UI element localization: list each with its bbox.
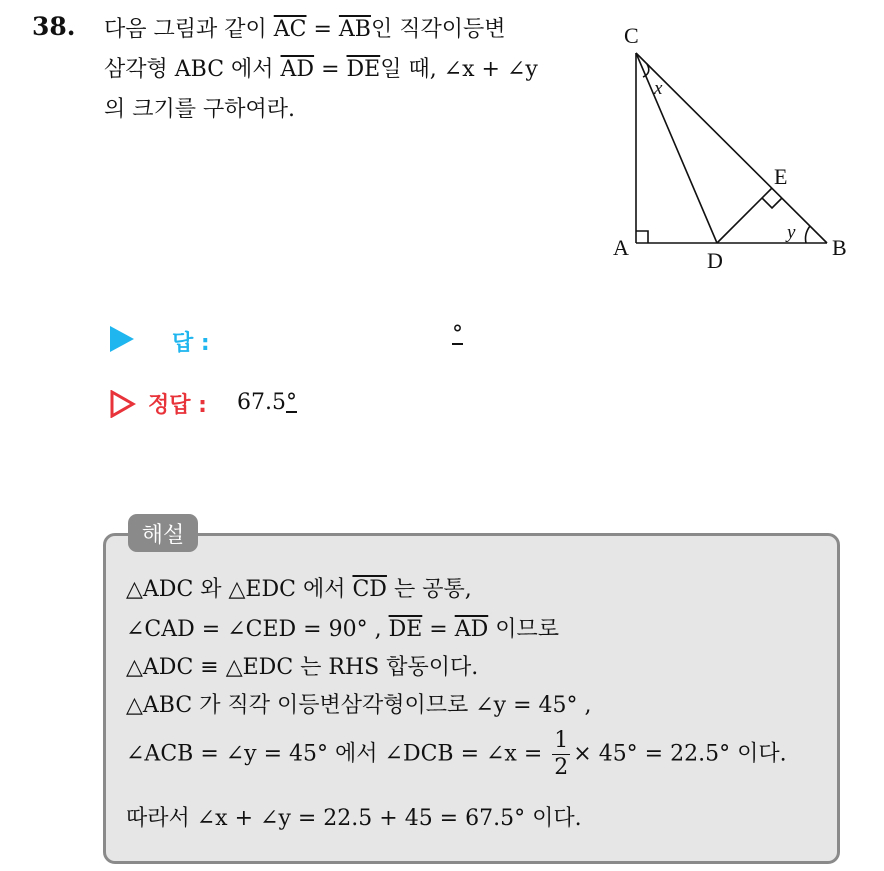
answer-arrow-icon [110,326,134,352]
explanation-line-6: 따라서 ∠x + ∠y = 22.5 + 45 = 67.5° 이다. [126,806,582,831]
segment-de-line [717,188,772,243]
segment-cd-text: $\overline{CD}$ [352,577,387,602]
label-e: E [774,164,788,189]
explanation-line-5 [126,730,787,779]
label-c: C [624,23,639,48]
e2-eq: = [422,617,455,642]
correct-label: 정답 : [148,393,207,418]
e1-pre: △ADC 와 △EDC 에서 [126,577,353,602]
label-y: y [787,222,796,243]
answer-label: 답 : [172,331,210,356]
q1-eq: = [306,17,339,42]
q1-post: 인 직각이등변 [370,17,506,42]
segment-ad: $\overline{AD}$ [280,57,315,82]
fraction-den: 2 [554,755,569,780]
angle-y-arc [806,226,811,243]
explanation-tab: 해설 [128,514,198,552]
right-angle-a [636,231,648,243]
explanation-line-3: △ADC ≡ △EDC 는 RHS 합동이다. [126,655,479,680]
q2-eq: = [314,57,347,82]
right-angle-e [762,198,782,208]
explanation-line-2 [126,612,559,643]
segment-cd [636,53,717,243]
segment-ac: $\overline{AC}$ [273,17,307,42]
segment-de: $\overline{DE}$ [346,57,381,82]
correct-answer [237,390,297,415]
e5-post: × 45° = 22.5° 이다. [573,741,787,767]
side-cb [636,53,827,243]
correct-value: 67.5 [237,390,286,415]
label-x: x [654,78,663,99]
e2-post: 이므로 [488,617,559,642]
correct-unit: ° [285,390,297,415]
fraction-num: 1 [554,728,569,753]
label-b: B [832,235,847,260]
triangle-figure [600,20,860,270]
q1-text: 다음 그림과 같이 [104,17,274,42]
e2-seg-de: $\overline{DE}$ [388,617,423,642]
question-line-2 [104,52,538,83]
e2-seg-ad: $\overline{AD}$ [454,617,489,642]
question-line-1 [104,12,505,43]
q2-post: 일 때, ∠x + ∠y [380,57,538,82]
answer-blank[interactable]: ° [452,322,463,347]
explanation-line-4: △ABC 가 직각 이등변삼각형이므로 ∠y = 45° , [126,693,592,718]
question-line-3: 의 크기를 구하여라. [104,97,295,122]
e2-pre: ∠CAD = ∠CED = 90° , [126,617,389,642]
e1-post: 는 공통, [386,577,472,602]
e5-pre: ∠ACB = ∠y = 45° 에서 ∠DCB = ∠x = [126,741,550,767]
label-a: A [613,235,629,260]
correct-arrow-icon [110,390,136,418]
explanation-line-1 [126,572,472,603]
fraction-half [552,730,570,779]
segment-ab: $\overline{AB}$ [338,17,371,42]
question-number: 38. [32,12,76,41]
q2-text: 삼각형 ABC 에서 [104,57,281,82]
label-d: D [707,248,723,270]
